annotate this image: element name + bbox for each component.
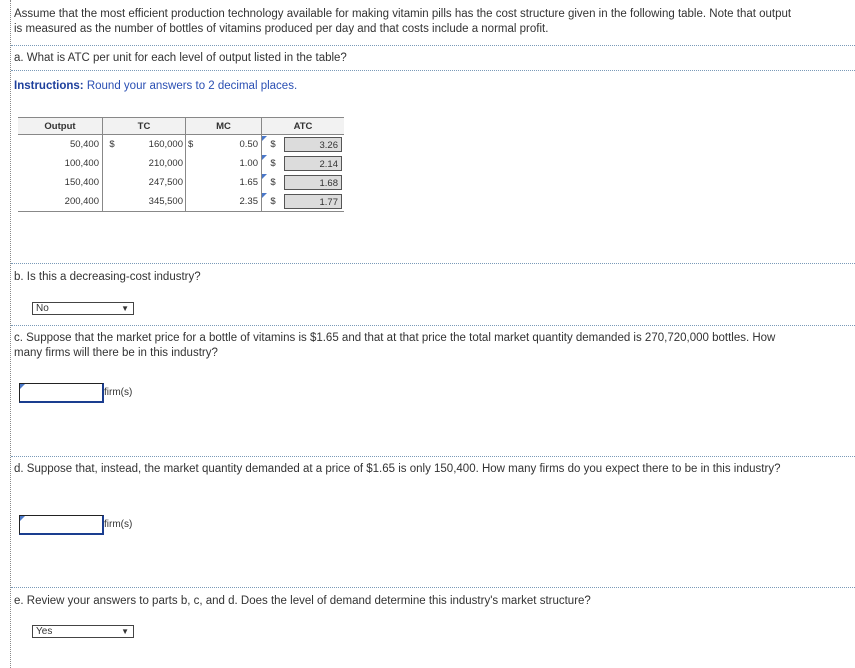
part-b-dropdown[interactable] <box>32 302 134 315</box>
part-d-question: d. Suppose that, instead, the market quantity demanded at a price of $1.65 is only 150,400. How many firms do you expect there to be in this industry? <box>14 463 781 475</box>
header-mc: MC <box>186 118 262 135</box>
output-cell: 100,400 <box>18 154 103 173</box>
part-a-question: a. What is ATC per unit for each level of output listed in the table? <box>14 52 347 64</box>
dropdown-value: Yes <box>36 626 53 637</box>
part-c-unit: firm(s) <box>104 387 133 398</box>
part-c-input[interactable] <box>19 383 104 403</box>
divider <box>11 325 855 326</box>
table-row <box>18 192 344 212</box>
currency-sign: $ <box>270 158 276 169</box>
instructions-text: Round your answers to 2 decimal places. <box>83 80 298 92</box>
mc-cell: 1.65 <box>218 173 262 192</box>
currency-sign: $ <box>270 177 276 188</box>
table-row <box>18 173 344 192</box>
currency-sign: $ <box>188 139 194 150</box>
part-e-dropdown[interactable] <box>32 625 134 638</box>
header-tc: TC <box>103 118 186 135</box>
table-row <box>18 135 344 155</box>
tc-cell: 210,000 <box>121 154 186 173</box>
table-header-row <box>18 118 344 135</box>
currency-sign: $ <box>270 196 276 207</box>
output-cell: 150,400 <box>18 173 103 192</box>
atc-answer-field[interactable]: 2.14 <box>284 156 342 171</box>
mc-cell: 1.00 <box>218 154 262 173</box>
divider <box>11 263 855 264</box>
answer-marker <box>262 174 267 179</box>
currency-sign: $ <box>270 139 276 150</box>
answer-marker <box>262 155 267 160</box>
output-cell: 200,400 <box>18 192 103 212</box>
dropdown-value: No <box>36 303 49 314</box>
tc-cell: 247,500 <box>121 173 186 192</box>
divider <box>11 45 855 46</box>
dropdown-arrow-icon: ▼ <box>121 627 129 636</box>
output-cell: 50,400 <box>18 135 103 155</box>
answer-marker <box>20 384 25 389</box>
currency-sign: $ <box>109 139 115 150</box>
instructions-label: Instructions: <box>14 80 84 92</box>
atc-answer-field[interactable]: 1.77 <box>284 194 342 209</box>
part-d-input[interactable] <box>19 515 104 535</box>
part-c-question: c. Suppose that the market price for a bottle of vitamins is $1.65 and that at that price the total market quantity demanded is 270,720,000 bottles. How many firms will there be in this industry? <box>14 332 776 359</box>
part-b-question: b. Is this a decreasing-cost industry? <box>14 271 201 283</box>
atc-answer-field[interactable]: 1.68 <box>284 175 342 190</box>
atc-answer-field[interactable]: 3.26 <box>284 137 342 152</box>
instructions <box>14 80 297 92</box>
answer-marker <box>262 193 267 198</box>
mc-cell: 2.35 <box>218 192 262 212</box>
header-output: Output <box>18 118 103 135</box>
part-d-unit: firm(s) <box>104 519 133 530</box>
part-e-question: e. Review your answers to parts b, c, and d. Does the level of demand determine this industry's market structure? <box>14 595 591 607</box>
header-atc: ATC <box>262 118 345 135</box>
table-row <box>18 154 344 173</box>
answer-marker <box>20 516 25 521</box>
answer-marker <box>262 136 267 141</box>
divider <box>11 456 855 457</box>
divider <box>11 70 855 71</box>
tc-cell: 345,500 <box>121 192 186 212</box>
tc-cell: 160,000 <box>121 135 186 155</box>
dropdown-arrow-icon: ▼ <box>121 304 129 313</box>
cost-table <box>18 117 344 212</box>
mc-cell: 0.50 <box>218 135 262 155</box>
divider <box>11 587 855 588</box>
intro-text: Assume that the most efficient production technology available for making vitamin pills has the cost structure given in the following table. Note that output is measured as the number of bottles of vitamins produced per day and that costs include a normal profit. <box>14 8 792 35</box>
